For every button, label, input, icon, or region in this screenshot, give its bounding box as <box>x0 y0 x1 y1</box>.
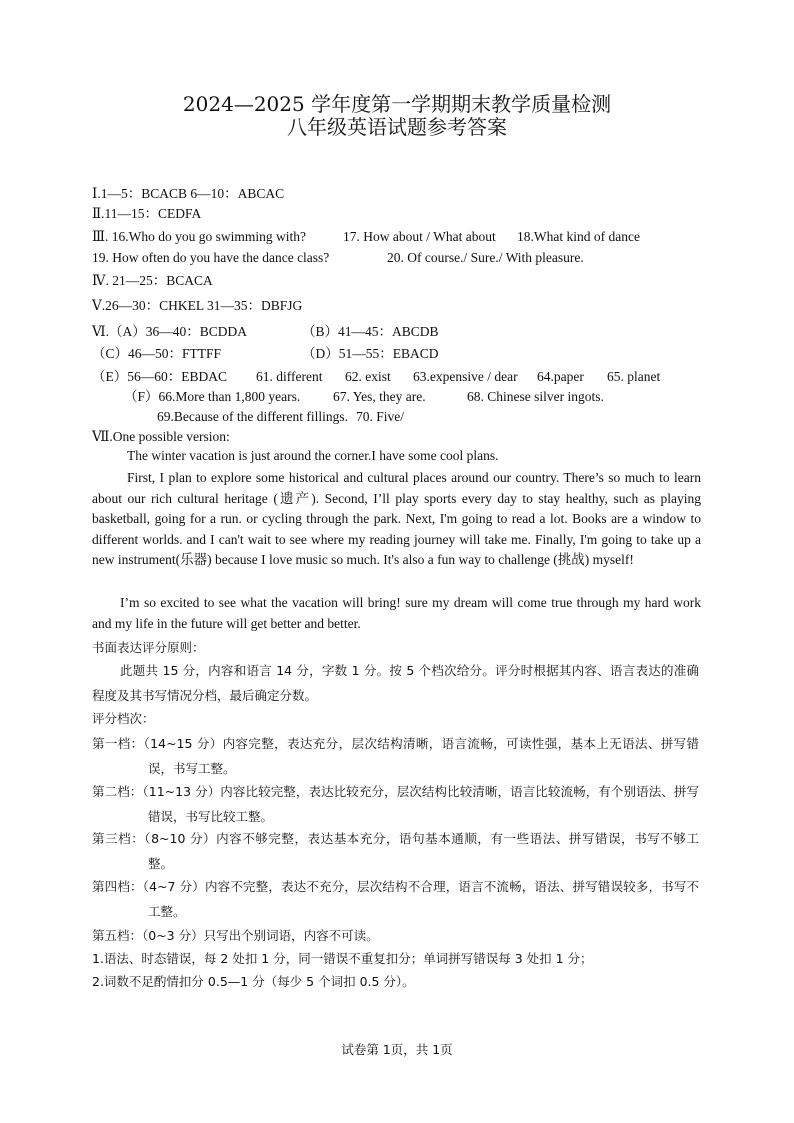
answers-6c: （C）46—50：FTTFF <box>92 346 222 361</box>
grading-level-4: 第四档：（4~7 分）内容不完整，表达不充分，层次结构不合理，语言不流畅，语法、拼写错误较多，书写不工整。 <box>92 879 699 919</box>
answer-68: 68. Chinese silver ingots. <box>467 389 604 404</box>
answer-65: 65. planet <box>607 369 661 384</box>
answer-63: 63.expensive / dear <box>413 369 518 384</box>
grading-rule-1: 1.语法、时态错误，每 2 处扣 1 分，同一错误不重复扣分；单词拼写错误每 3 处扣 1 分； <box>92 951 593 966</box>
answer-70: 70. Five/ <box>356 409 405 424</box>
page-footer: 试卷第 1页，共 1页 <box>341 1042 453 1057</box>
grading-level-2: 第二档：（11~13 分）内容比较完整，表达比较充分，层次结构比较清晰，语言比较流畅，有个别语法、拼写错误，书写比较工整。 <box>92 784 699 824</box>
answer-66: （F）66.More than 1,800 years. <box>124 389 301 404</box>
page-title: 2024—2025 学年度第一学期期末教学质量检测 <box>182 92 612 116</box>
answers-6e: （E）56—60：EBDAC <box>92 369 227 384</box>
answers-section-4: Ⅳ. 21—25：BCACA <box>92 273 213 288</box>
answer-20: 20. Of course./ Sure./ With pleasure. <box>387 250 584 265</box>
essay-paragraph-2: First, I plan to explore some historical and cultural places around our country. There’s so much to learn about our rich cultural heritage (遗产). Second, I’ll play sports every day to stay healthy, such as playing basketball, going for a run. or cycling through the park. Next, I'm going to read a lot. Books are a window to different worlds. and I can't wait to see where my reading journey will take me. Finally, I'm going to take up a new instrument(乐器) because I love music so much. It's also a fun way to challenge (挑战) myself! <box>92 470 701 567</box>
answer-61: 61. different <box>256 369 323 384</box>
answer-67: 67. Yes, they are. <box>333 389 426 404</box>
answers-section-1: Ⅰ.1—5：BCACB 6—10：ABCAC <box>92 186 285 201</box>
answer-16: Ⅲ. 16.Who do you go swimming with? <box>92 229 307 244</box>
answers-section-2: Ⅱ.11—15：CEDFA <box>92 206 202 221</box>
answer-18: 18.What kind of dance <box>517 229 640 244</box>
answers-section-5: Ⅴ.26—30：CHKEL 31—35：DBFJG <box>92 298 303 313</box>
answer-19: 19. How often do you have the dance class? <box>92 250 330 265</box>
essay-paragraph-3: I’m so excited to see what the vacation will bring! sure my dream will come true through my hard work and my life in the future will get better and better. <box>92 595 701 631</box>
answers-6a: Ⅵ.（A）36—40：BCDDA <box>92 324 247 339</box>
page-subtitle: 八年级英语试题参考答案 <box>287 115 507 139</box>
answer-62: 62. exist <box>345 369 391 384</box>
grading-level-5: 第五档：（0~3 分）只写出个别词语，内容不可读。 <box>92 928 379 943</box>
essay-paragraph-1: The winter vacation is just around the corner.I have some cool plans. <box>127 448 499 463</box>
grading-principle-heading: 书面表达评分原则： <box>92 640 205 655</box>
answer-64: 64.paper <box>537 369 584 384</box>
answers-6d: （D）51—55：EBACD <box>302 346 439 361</box>
essay-heading: Ⅶ.One possible version: <box>92 429 230 444</box>
grading-level-1: 第一档：（14~15 分）内容完整，表达充分，层次结构清晰，语言流畅，可读性强，基本上无语法、拼写错误，书写工整。 <box>92 736 699 776</box>
answer-17: 17. How about / What about <box>343 229 496 244</box>
grading-levels-heading: 评分档次： <box>92 711 155 726</box>
grading-rule-2: 2.词数不足酌情扣分 0.5—1 分（每少 5 个词扣 0.5 分）。 <box>92 974 415 989</box>
answers-6b: （B）41—45：ABCDB <box>302 324 439 339</box>
answer-69: 69.Because of the different fillings. <box>157 409 348 424</box>
grading-level-3: 第三档：（8~10 分）内容不够完整，表达基本充分，语句基本通顺，有一些语法、拼写错误，书写不够工整。 <box>92 831 699 871</box>
grading-principle-text: 此题共 15 分，内容和语言 14 分，字数 1 分。按 5 个档次给分。评分时根据其内容、语言表达的准确程度及其书写情况分档，最后确定分数。 <box>92 663 699 703</box>
